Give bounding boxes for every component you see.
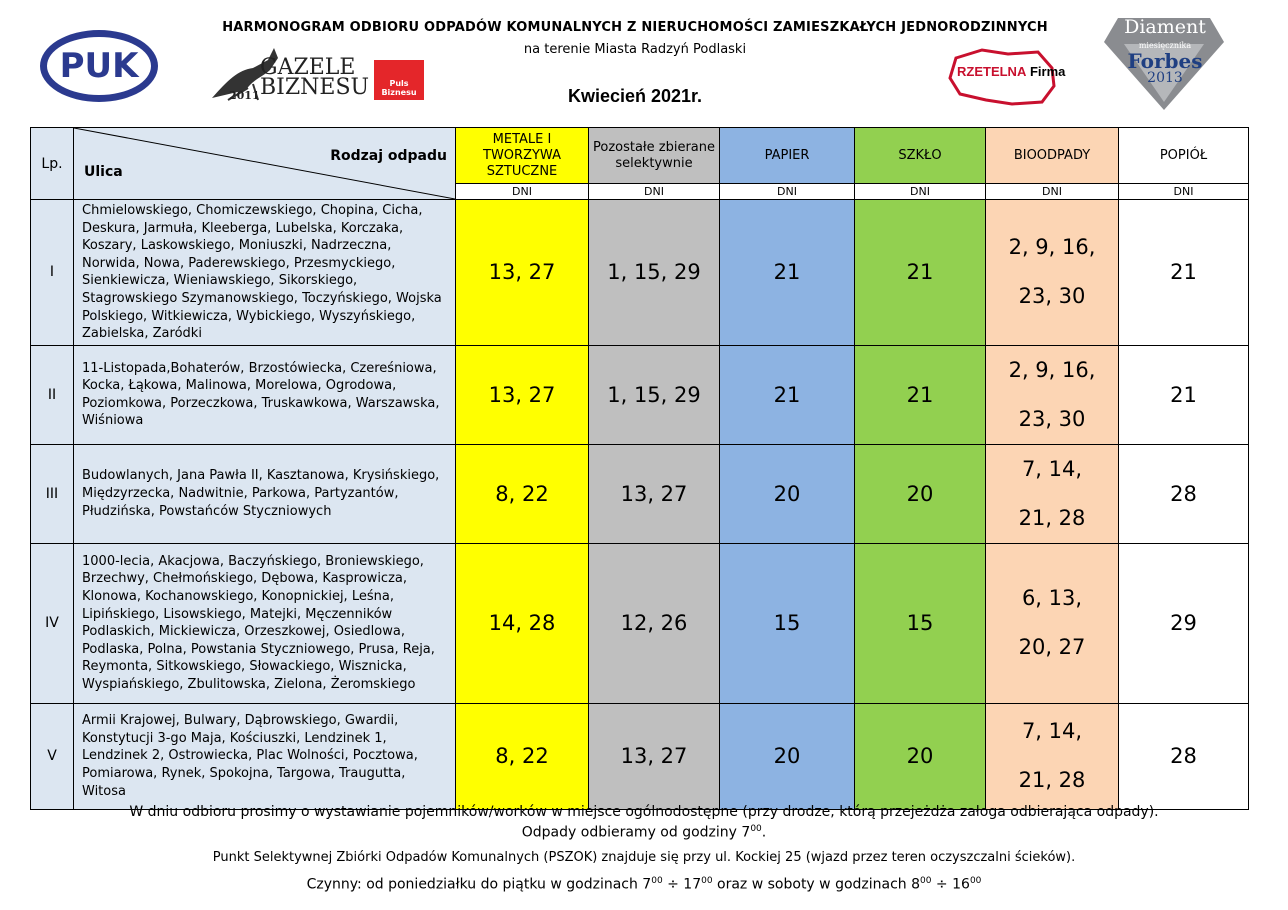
papier-days: 20 (720, 703, 855, 809)
papier-days: 21 (720, 200, 855, 346)
bioodpady-days-line2: 20, 27 (1018, 635, 1086, 660)
metale-days: 8, 22 (456, 444, 589, 543)
page-title: HARMONOGRAM ODBIORU ODPADÓW KOMUNALNYCH Z NIERUCHOMOŚCI ZAMIESZKAŁYCH JEDNORODZINNYCH (222, 20, 1048, 35)
row-lp: II (31, 345, 74, 444)
gazele-year: 2011 (229, 89, 260, 102)
schedule-table (30, 127, 1249, 810)
bioodpady-days (986, 345, 1119, 444)
dni-label: DNI (456, 184, 589, 200)
schedule-month: Kwiecień 2021r. (567, 86, 703, 106)
pickup-time-end: . (761, 824, 767, 841)
footer-note-1: W dniu odbioru prosimy o wystawianie pojemników/worków w miejsce ogólnodostępne (przy drodze, którą przejeżdża załoga odbierająca odpady). (129, 804, 1159, 820)
bioodpady-days-line2: 21, 28 (1018, 768, 1086, 793)
street-list: Chmielowskiego, Chomiczewskiego, Chopina, Cicha, Deskura, Jarmuła, Kleeberga, Lubelska, Korczaka, Koszary, Laskowskiego, Moniuszki, Nadrzeczna, Norwida, Nowa, Paderewskiego, Przesmyckiego, Sienkiewicza, Wieniawskiego, Sikorskiego, Stagrowskiego Szymanowskiego, Toczyńskiego, Wojska Polskiego, Witkiewicza, Wybickiego, Wyszyńskiego, Zabielska, Zaródki (74, 200, 456, 346)
pozostale-days: 13, 27 (589, 444, 720, 543)
row-lp: I (31, 200, 74, 346)
bioodpady-days-line2: 21, 28 (1018, 505, 1086, 530)
row-lp: IV (31, 543, 74, 703)
footer-note-3: Punkt Selektywnej Zbiórki Odpadów Komunalnych (PSZOK) znajduje się przy ul. Kockiej 25 (wjazd przez teren oczyszczalni ścieków). (212, 850, 1076, 865)
hours-text-c: oraz w soboty w godzinach 8 (712, 876, 921, 893)
row-lp: III (31, 444, 74, 543)
footer-note-4 (0, 876, 1288, 893)
metale-days: 8, 22 (456, 703, 589, 809)
papier-days: 15 (720, 543, 855, 703)
hours-text-b: ÷ 17 (662, 876, 702, 893)
rodzaj-odpadu-label: Rodzaj odpadu (330, 148, 447, 164)
forbes-year: 2013 (1147, 70, 1183, 86)
puk-logo: PUK (40, 30, 158, 102)
bioodpady-days-line1: 7, 14, (1021, 456, 1083, 481)
gazele-wordmark (260, 55, 370, 100)
bioodpady-days-line2: 23, 30 (1018, 284, 1086, 309)
col-ulica-header (74, 128, 456, 200)
pozostale-days: 13, 27 (589, 703, 720, 809)
table-row (31, 703, 1249, 809)
hours-sup: 00 (651, 876, 663, 886)
table-row (31, 543, 1249, 703)
szklo-days: 21 (855, 200, 986, 346)
dni-label: DNI (589, 184, 720, 200)
gazele-word1: GAZELE (260, 55, 356, 80)
col-metale-header: METALE I TWORZYWA SZTUCZNE (456, 128, 589, 184)
popiol-days: 21 (1119, 345, 1249, 444)
bioodpady-days-line1: 2, 9, 16, (1008, 235, 1096, 260)
metale-days: 14, 28 (456, 543, 589, 703)
szklo-days: 20 (855, 444, 986, 543)
bioodpady-days (986, 703, 1119, 809)
street-list: Budowlanych, Jana Pawła II, Kasztanowa, Krysińskiego, Międzyrzecka, Nadwitnie, Parkowa, Partyzantów, Płudzińska, Powstańców Styczniowych (74, 444, 456, 543)
papier-days: 20 (720, 444, 855, 543)
street-list: 1000-lecia, Akacjowa, Baczyńskiego, Broniewskiego, Brzechwy, Chełmońskiego, Dębowa, Kasprowicza, Klonowa, Kochanowskiego, Konopnickiej, Leśna, Lipińskiego, Lisowskiego, Matejki, Męczenników Podlaskich, Mickiewicza, Orzeszkowej, Osiedlowa, Podlaska, Polna, Powstania Styczniowego, Prusa, Reja, Reymonta, Sitkowskiego, Słowackiego, Wisznicka, Wyspiańskiego, Zbulitowska, Zielona, Żeromskiego (74, 543, 456, 703)
rzetelna-word: RZETELNA (957, 64, 1027, 79)
hours-text-d: ÷ 16 (931, 876, 970, 893)
metale-days: 13, 27 (456, 200, 589, 346)
pickup-time-text: Odpady odbieramy od godziny 7 (521, 824, 751, 841)
bioodpady-days (986, 543, 1119, 703)
table-row (31, 200, 1249, 346)
page-subtitle: na terenie Miasta Radzyń Podlaski (523, 42, 747, 57)
row-lp: V (31, 703, 74, 809)
popiol-days: 29 (1119, 543, 1249, 703)
pozostale-days: 1, 15, 29 (589, 345, 720, 444)
popiol-days: 28 (1119, 703, 1249, 809)
forbes-diament-text: Diament (1124, 16, 1206, 38)
pickup-time-minutes: 00 (750, 824, 762, 834)
col-popiol-header: POPIÓŁ (1119, 128, 1249, 184)
forbes-mies-text: miesięcznika (1138, 41, 1192, 50)
col-bioodpady-header: BIOODPADY (986, 128, 1119, 184)
hours-sup: 00 (969, 876, 982, 886)
puls-biznesu-badge: Puls Biznesu (374, 60, 424, 100)
pozostale-days: 12, 26 (589, 543, 720, 703)
bioodpady-days-line1: 7, 14, (1021, 719, 1083, 744)
papier-days: 21 (720, 345, 855, 444)
popiol-days: 28 (1119, 444, 1249, 543)
szklo-days: 20 (855, 703, 986, 809)
dni-label: DNI (986, 184, 1119, 200)
metale-days: 13, 27 (456, 345, 589, 444)
rzetelna-firma-logo (957, 64, 1065, 79)
szklo-days: 21 (855, 345, 986, 444)
forbes-name: Forbes (1127, 49, 1203, 73)
hours-sup: 00 (701, 876, 713, 886)
bioodpady-days (986, 200, 1119, 346)
dni-label: DNI (720, 184, 855, 200)
bioodpady-days-line2: 23, 30 (1018, 406, 1086, 431)
ulica-label: Ulica (84, 164, 123, 180)
table-row (31, 444, 1249, 543)
bioodpady-days-line1: 2, 9, 16, (1008, 357, 1096, 382)
dni-label: DNI (1119, 184, 1249, 200)
popiol-days: 21 (1119, 200, 1249, 346)
table-row (31, 345, 1249, 444)
street-list: 11-Listopada,Bohaterów, Brzostówiecka, Czereśniowa, Kocka, Łąkowa, Malinowa, Morelowa, Ogrodowa, Poziomkowa, Porzeczkowa, Truskawkowa, Warszawska, Wiśniowa (74, 345, 456, 444)
street-list: Armii Krajowej, Bulwary, Dąbrowskiego, Gwardii, Konstytucji 3-go Maja, Kościuszki, Lendzinek 1, Lendzinek 2, Ostrowiecka, Plac Wolności, Pocztowa, Pomiarowa, Rynek, Spokojna, Targowa, Traugutta, Witosa (74, 703, 456, 809)
hours-text-a: Czynny: od poniedziałku do piątku w godzinach 7 (306, 876, 652, 893)
gazele-word2: BIZNESU (260, 75, 370, 100)
col-szklo-header: SZKŁO (855, 128, 986, 184)
firma-word: Firma (1029, 64, 1066, 79)
col-lp-header: Lp. (31, 128, 74, 200)
bioodpady-days-line1: 6, 13, (1021, 586, 1083, 611)
bioodpady-days (986, 444, 1119, 543)
col-pozostale-header: Pozostałe zbierane selektywnie (589, 128, 720, 184)
szklo-days: 15 (855, 543, 986, 703)
footer-note-2 (0, 824, 1288, 841)
pozostale-days: 1, 15, 29 (589, 200, 720, 346)
col-papier-header: PAPIER (720, 128, 855, 184)
hours-sup: 00 (920, 876, 932, 886)
dni-label: DNI (855, 184, 986, 200)
